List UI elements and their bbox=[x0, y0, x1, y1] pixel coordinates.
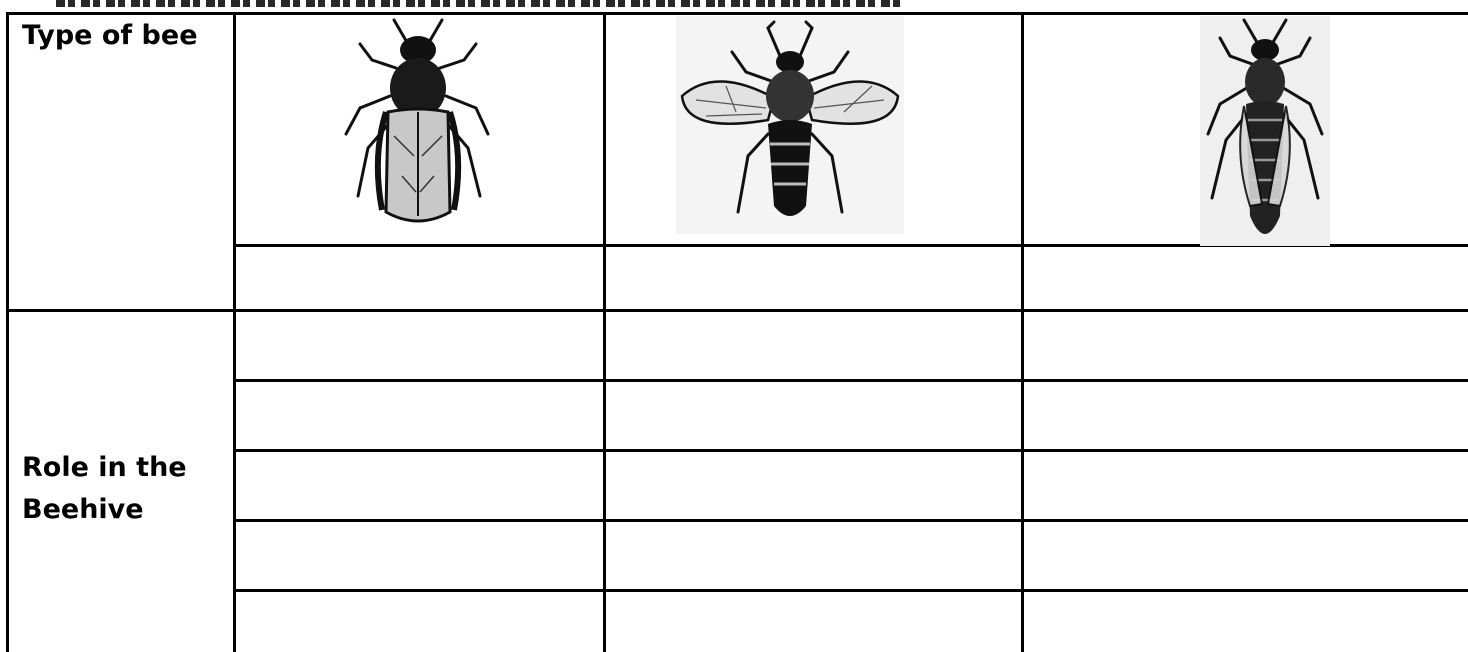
role-cell-1-2[interactable] bbox=[606, 312, 1021, 379]
role-cell-4-2[interactable] bbox=[606, 522, 1021, 589]
bee-name-cell-1[interactable] bbox=[236, 247, 603, 309]
role-cell-2-3[interactable] bbox=[1024, 382, 1468, 449]
worker-bee-drawing bbox=[1200, 16, 1330, 246]
role-cell-2-1[interactable] bbox=[236, 382, 603, 449]
role-cell-1-1[interactable] bbox=[236, 312, 603, 379]
table-left-border bbox=[6, 12, 9, 652]
role-cell-3-1[interactable] bbox=[236, 452, 603, 519]
bee-name-cell-2[interactable] bbox=[606, 247, 1021, 309]
role-cell-3-2[interactable] bbox=[606, 452, 1021, 519]
role-in-beehive-label-line1: Role in the bbox=[22, 452, 187, 483]
role-cell-3-3[interactable] bbox=[1024, 452, 1468, 519]
table-top-border bbox=[6, 12, 1468, 15]
role-in-beehive-label-line2: Beehive bbox=[22, 494, 144, 525]
type-of-bee-label: Type of bee bbox=[22, 20, 198, 51]
role-cell-4-1[interactable] bbox=[236, 522, 603, 589]
role-cell-5-1[interactable] bbox=[236, 592, 603, 652]
queen-bee-icon bbox=[338, 16, 498, 230]
bee-name-cell-3[interactable] bbox=[1024, 247, 1468, 309]
role-cell-5-2[interactable] bbox=[606, 592, 1021, 652]
drone-bee-icon bbox=[676, 16, 904, 234]
role-cell-5-3[interactable] bbox=[1024, 592, 1468, 652]
drone-bee-drawing bbox=[676, 16, 904, 234]
role-cell-4-3[interactable] bbox=[1024, 522, 1468, 589]
worker-bee-icon bbox=[1200, 16, 1330, 246]
role-cell-1-3[interactable] bbox=[1024, 312, 1468, 379]
role-cell-2-2[interactable] bbox=[606, 382, 1021, 449]
queen-bee-drawing bbox=[338, 16, 498, 230]
